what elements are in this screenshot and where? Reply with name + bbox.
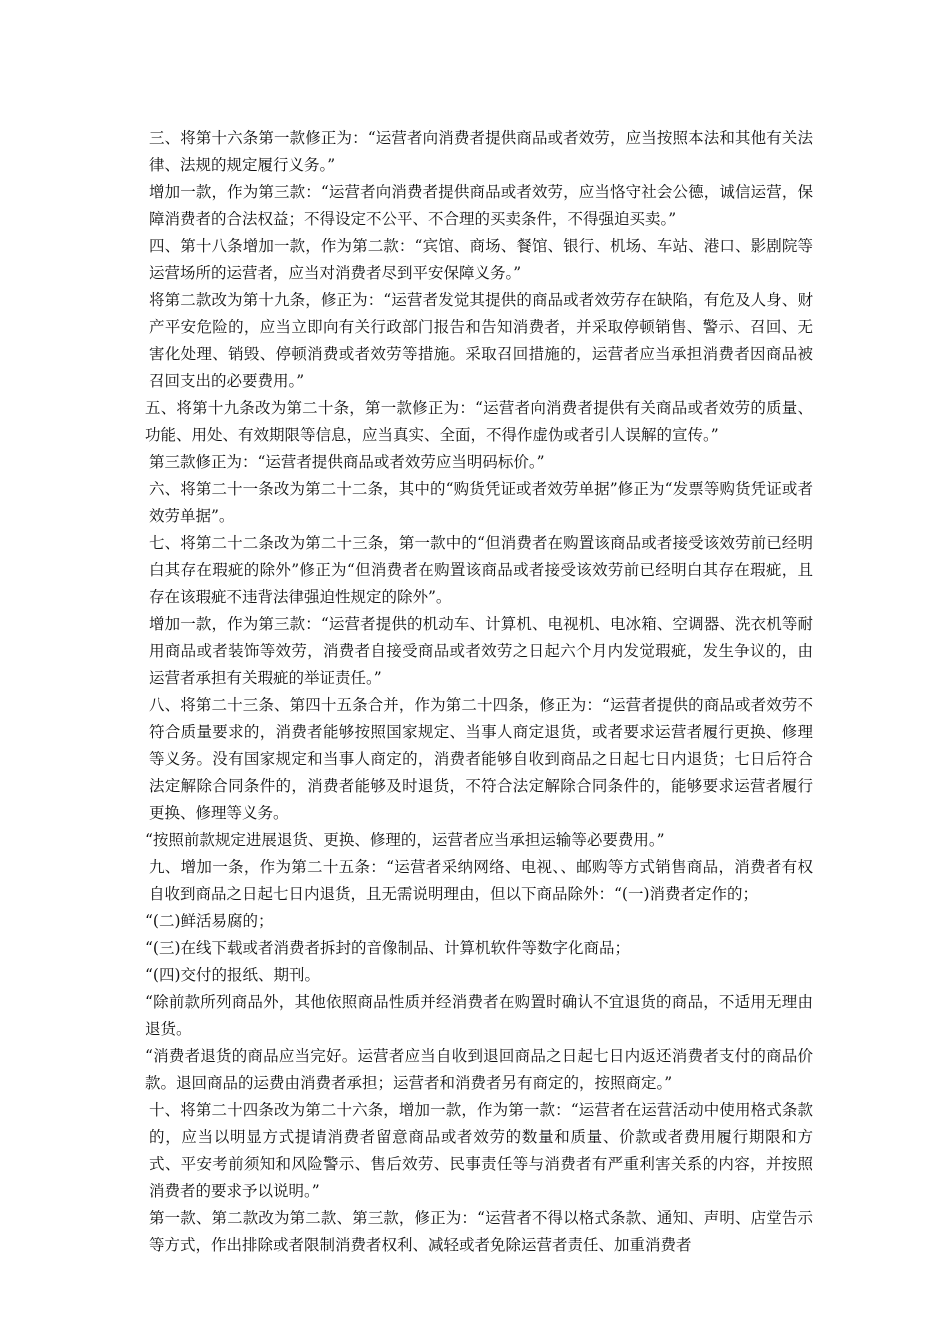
paragraph-art18-addition: 四、第十八条增加一款，作为第二款：“宾馆、商场、餐馆、银行、机场、车站、港口、影剧院等运营场所的运营者，应当对消费者尽到平安保障义务。”	[149, 237, 813, 282]
paragraph-art19-revision: 将第二款改为第十九条，修正为：“运营者发觉其提供的商品或者效劳存在缺陷，有危及人身、财产平安危险的，应当立即向有关行政部门报告和告知消费者，并采取停顿销售、警示、召回、无害化处理、销毁、停顿消费或者效劳等措施。采取召回措施的，运营者应当承担消费者因商品被召回支出的必要费用。”	[149, 291, 813, 390]
paragraph-art24-merge: 八、将第二十三条、第四十五条合并，作为第二十四条，修正为：“运营者提供的商品或者效劳不符合质量要求的，消费者能够按照国家规定、当事人商定退货，或者要求运营者履行更换、修理等义务。没有国家规定和当事人商定的，消费者能够自收到商品之日起七日内退货；七日后符合法定解除合同条件的，消费者能够及时退货，不符合法定解除合同条件的，能够要求运营者履行更换、修理等义务。	[149, 696, 813, 822]
paragraph-return-costs: “按照前款规定进展退货、更换、修理的，运营者应当承担运输等必要费用。”	[145, 831, 665, 849]
paragraph-art20-revision: 五、将第十九条改为第二十条，第一款修正为：“运营者向消费者提供有关商品或者效劳的质量、功能、用处、有效期限等信息，应当真实、全面，不得作虚伪或者引人误解的宣传。”	[145, 399, 813, 444]
paragraph-added-clause-defects: 增加一款，作为第三款：“运营者提供的机动车、计算机、电视机、电冰箱、空调器、洗衣机等耐用商品或者装饰等效劳，消费者自接受商品或者效劳之日起六个月内发觉瑕疵，发生争议的，由运营者承担有关瑕疵的举证责任。”	[149, 615, 813, 687]
paragraph-clause3-price: 第三款修正为：“运营者提供商品或者效劳应当明码标价。”	[149, 453, 545, 471]
paragraph-return-condition: “消费者退货的商品应当完好。运营者应当自收到退回商品之日起七日内返还消费者支付的商品价款。退回商品的运费由消费者承担；运营者和消费者另有商定的，按照商定。”	[145, 1047, 813, 1092]
paragraph-added-clause-3: 增加一款，作为第三款：“运营者向消费者提供商品或者效劳，应当恪守社会公德，诚信运营，保障消费者的合法权益；不得设定不公平、不合理的买卖条件，不得强迫买卖。”	[149, 183, 813, 228]
paragraph-item-perishable: “(二)鲜活易腐的；	[145, 912, 274, 930]
paragraph-item-newspapers: “(四)交付的报纸、期刊。	[145, 966, 321, 984]
paragraph-other-exclusions: “除前款所列商品外，其他依照商品性质并经消费者在购置时确认不宜退货的商品，不适用无理由退货。	[145, 993, 813, 1038]
paragraph-clause2-3-revision: 第一款、第二款改为第二款、第三款，修正为：“运营者不得以格式条款、通知、声明、店堂告示等方式，作出排除或者限制消费者权利、减轻或者免除运营者责任、加重消费者	[149, 1209, 813, 1254]
paragraph-art26-revision: 十、将第二十四条改为第二十六条，增加一款，作为第一款：“运营者在运营活动中使用格式条款的，应当以明显方式提请消费者留意商品或者效劳的数量和质量、价款或者费用履行期限和方式、平安考前须知和风险警示、售后效劳、民事责任等与消费者有严重利害关系的内容，并按照消费者的要求予以说明。”	[149, 1101, 813, 1200]
paragraph-art22-revision: 六、将第二十一条改为第二十二条，其中的“购货凭证或者效劳单据”修正为“发票等购货凭证或者效劳单据”。	[149, 480, 813, 525]
paragraph-item-digital: “(三)在线下载或者消费者拆封的音像制品、计算机软件等数字化商品；	[145, 939, 631, 957]
paragraph-art25-addition: 九、增加一条，作为第二十五条：“运营者采纳网络、电视、、邮购等方式销售商品，消费者有权自收到商品之日起七日内退货，且无需说明理由，但以下商品除外：“(一)消费者定作的；	[149, 858, 813, 903]
paragraph-art16-revision: 三、将第十六条第一款修正为：“运营者向消费者提供商品或者效劳，应当按照本法和其他有关法律、法规的规定履行义务。”	[149, 129, 813, 174]
paragraph-art23-revision: 七、将第二十二条改为第二十三条，第一款中的“但消费者在购置该商品或者接受该效劳前已经明白其存在瑕疵的除外”修正为“但消费者在购置该商品或者接受该效劳前已经明白其存在瑕疵，且存在该瑕疵不违背法律强迫性规定的除外”。	[149, 534, 813, 606]
document-body	[145, 125, 813, 1259]
